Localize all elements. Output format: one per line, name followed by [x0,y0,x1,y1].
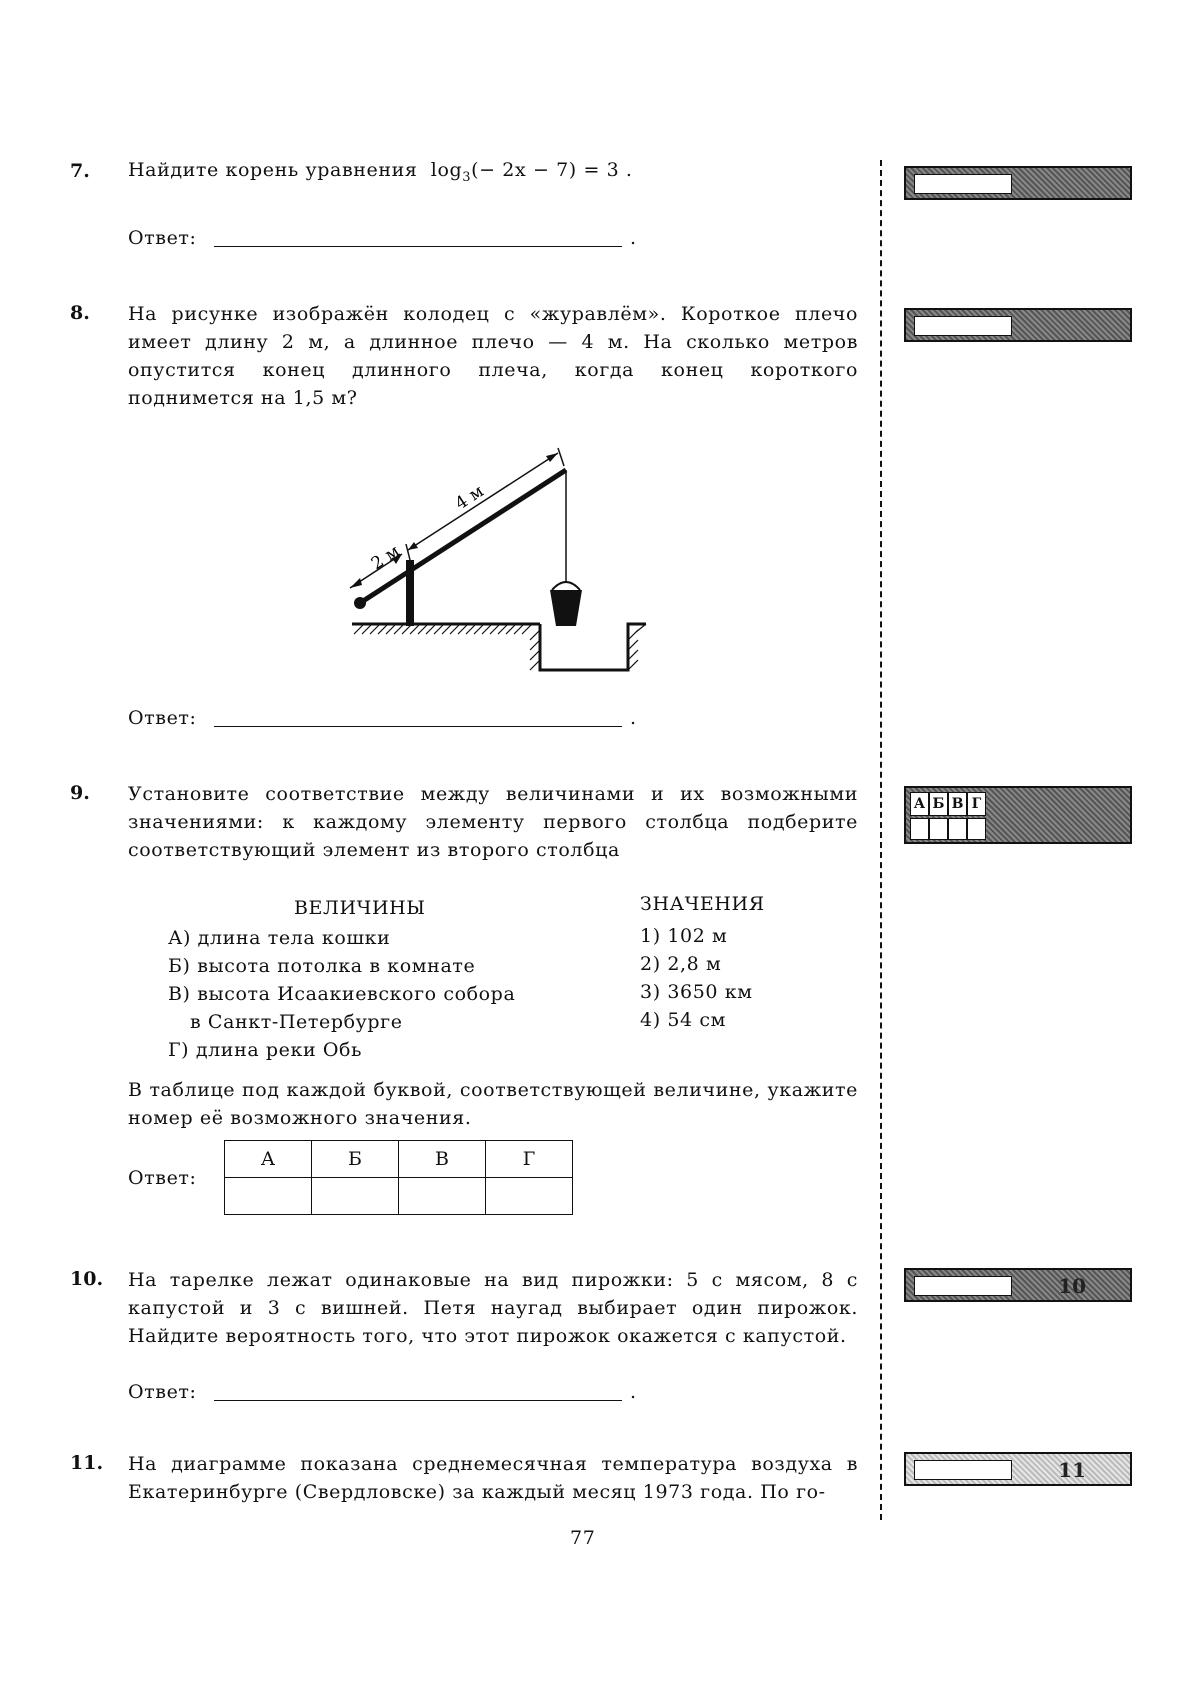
q8-number: 8. [70,302,90,324]
q7-text [128,156,633,192]
q7-answer-box[interactable] [904,166,1132,200]
q9-box-letter-g: Г [967,792,986,816]
q9-box-letter-a: А [910,792,929,816]
q8-text: На рисунке изображён колодец с «журавлём». Короткое плечо имеет длину 2 м, а длинное плечо — 4 м. На сколько метров опустится конец длинного плеча, когда конец короткого поднимется на 1,5 м? [128,303,858,409]
q11-box-label: 11 [1058,1458,1086,1482]
q8-answer-label: Ответ: [128,707,197,729]
beam-end-weight [354,597,366,609]
q9-value-1: 1) 102 м [640,925,728,947]
q7-answer-label: Ответ: [128,227,197,249]
q9-answer-cell-v[interactable] [399,1178,486,1215]
q9-header-b: Б [312,1141,399,1178]
q8-answer-box[interactable] [904,308,1132,342]
q9-col2-title: ЗНАЧЕНИЯ [640,893,765,915]
q9-col1-title: ВЕЛИЧИНЫ [294,897,426,919]
q9-answer-cell-a[interactable] [225,1178,312,1215]
q10-answer-box[interactable] [904,1268,1132,1302]
q11-number: 11. [70,1452,104,1474]
q7-prompt: Найдите корень уравнения [128,159,418,181]
page-number: 77 [570,1527,596,1549]
q7-answer-field[interactable] [214,246,622,247]
q9-answer-box[interactable] [904,786,1132,844]
q9-number: 9. [70,782,90,804]
q9-value-2: 2) 2,8 м [640,953,722,975]
q9-value-3: 3) 3650 км [640,981,753,1003]
q9-header-g: Г [486,1141,573,1178]
short-arm-label: 2 м [367,541,404,575]
q9-item-d: Г) длина реки Обь [168,1039,363,1061]
q9-letter-cells [910,792,986,816]
q9-answer-cell-b[interactable] [312,1178,399,1215]
q10-answer-label: Ответ: [128,1381,197,1403]
q9-item-c: В) высота Исаакиевского собора [168,983,516,1005]
q9-item-c-cont: в Санкт-Петербурге [190,1011,403,1033]
q10-box-label: 10 [1058,1274,1086,1298]
q9-digit-cells[interactable] [910,818,986,840]
q9-item-b: Б) высота потолка в комнате [168,955,476,977]
q7-number: 7. [70,160,90,182]
q9-text: Установите соответствие между величинами и их возможными значениями: к каждому элементу первого столбца подберите соответствующий элемент из второго столбца [128,783,858,861]
q9-header-v: В [399,1141,486,1178]
q9-answer-table [224,1140,573,1215]
q11-text: На диаграмме показана среднемесячная температура воздуха в Екатеринбурге (Свердловске) за каждый месяц 1973 года. По го- [128,1453,858,1503]
q9-box-letter-v: В [948,792,967,816]
q9-header-a: А [225,1141,312,1178]
q9-answer-label: Ответ: [128,1167,197,1189]
q10-text: На тарелке лежат одинаковые на вид пирожки: 5 с мясом, 8 с капустой и 3 с вишней. Петя наугад выбирает один пирожок. Найдите вероятность того, что этот пирожок окажется с капустой. [128,1269,858,1347]
q11-answer-box[interactable] [904,1452,1132,1486]
well-pit [540,624,646,670]
q9-answer-cell-g[interactable] [486,1178,573,1215]
bucket [550,590,582,626]
long-arm-label: 4 м [451,481,488,515]
q9-instruction: В таблице под каждой буквой, соответствующей величине, укажите номер её возможного значения. [128,1079,858,1129]
well-crane-figure [340,440,660,680]
q9-item-a: А) длина тела кошки [168,927,391,949]
q10-number: 10. [70,1268,104,1290]
q9-value-4: 4) 54 см [640,1009,726,1031]
q10-answer-field[interactable] [214,1400,622,1401]
q9-box-letter-b: Б [929,792,948,816]
long-arm-dimension [408,453,558,550]
q8-answer-field[interactable] [214,726,622,727]
q7-formula: $\log_3(- 2x - 7) = 3$ . [430,159,633,185]
margin-cut-line [880,160,882,1520]
